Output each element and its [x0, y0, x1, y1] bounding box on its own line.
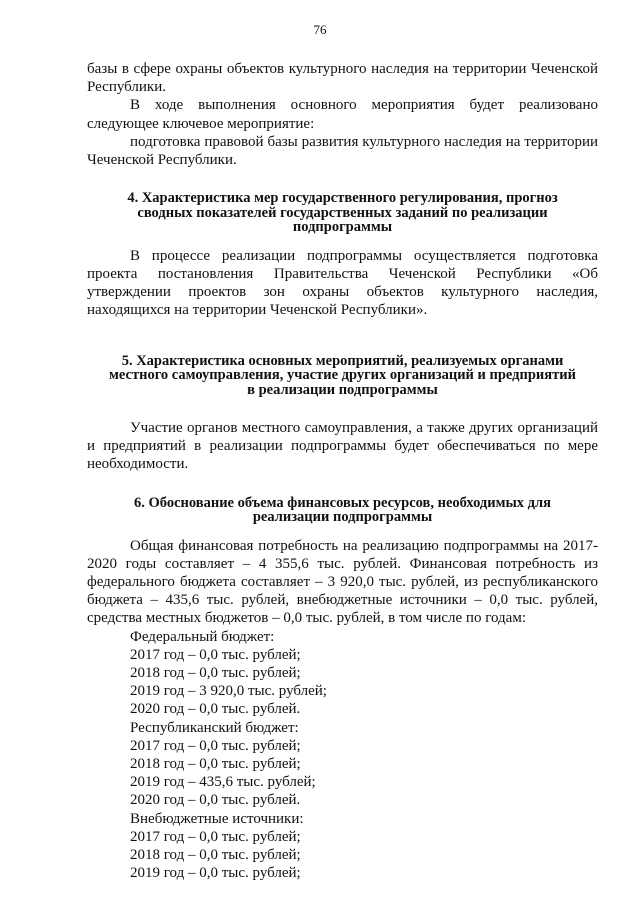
funding-line: 2018 год – 0,0 тыс. рублей;: [130, 756, 301, 773]
funding-line: Республиканский бюджет:: [130, 719, 299, 736]
funding-line: 2018 год – 0,0 тыс. рублей;: [130, 665, 301, 682]
intro-paragraph-1: базы в сфере охраны объектов культурного наследия на территории Чеченской Республики.: [87, 61, 598, 96]
intro-paragraph-3: подготовка правовой базы развития культурного наследия на территории Чеченской Республики.: [87, 133, 598, 169]
section-6-heading: [87, 496, 598, 525]
section-5-heading-line: 5. Характеристика основных мероприятий, реализуемых органами: [121, 352, 564, 369]
section-5-heading-line: местного самоуправления, участие других организаций и предприятий: [109, 367, 576, 384]
funding-line: 2019 год – 0,0 тыс. рублей;: [130, 865, 301, 882]
section-5-paragraph: Участие органов местного самоуправления, а также других организаций и предприятий в реализации подпрограммы будет обеспечиваться по мере необходимости.: [87, 420, 598, 473]
funding-line: 2019 год – 3 920,0 тыс. рублей;: [130, 683, 327, 700]
funding-line: 2018 год – 0,0 тыс. рублей;: [130, 847, 301, 864]
funding-line: Федеральный бюджет:: [130, 628, 275, 645]
section-4-heading: [87, 191, 598, 235]
section-6-heading-line: реализации подпрограммы: [252, 509, 433, 526]
funding-line: 2020 год – 0,0 тыс. рублей.: [130, 792, 301, 809]
funding-breakdown-list: [87, 628, 598, 883]
section-5-heading: [87, 354, 598, 398]
page-number: 76: [313, 22, 327, 37]
funding-line: 2017 год – 0,0 тыс. рублей;: [130, 646, 301, 663]
section-6-heading-line: 6. Обоснование объема финансовых ресурсов, необходимых для: [134, 494, 551, 511]
intro-paragraph-2: В ходе выполнения основного мероприятия будет реализовано следующее ключевое мероприятие:: [87, 97, 598, 132]
funding-line: 2020 год – 0,0 тыс. рублей.: [130, 701, 301, 718]
section-5-heading-line: в реализации подпрограммы: [247, 381, 438, 398]
funding-line: 2019 год – 435,6 тыс. рублей;: [130, 774, 316, 791]
funding-line: Внебюджетные источники:: [130, 810, 304, 827]
section-4-heading-line: подпрограммы: [292, 219, 393, 236]
document-body: [87, 60, 598, 883]
funding-line: 2017 год – 0,0 тыс. рублей;: [130, 737, 301, 754]
section-4-heading-line: сводных показателей государственных заданий по реализации: [137, 204, 548, 221]
section-4-heading-line: 4. Характеристика мер государственного регулирования, прогноз: [127, 190, 558, 207]
funding-line: 2017 год – 0,0 тыс. рублей;: [130, 828, 301, 845]
section-4-paragraph: В процессе реализации подпрограммы осуществляется подготовка проекта постановления Правительства Чеченской Республики «Об утверждении проектов зон охраны объектов культурного наследия, находящихся на территории Чеченской Республики».: [87, 247, 598, 319]
section-6-paragraph: Общая финансовая потребность на реализацию подпрограммы на 2017-2020 годы составляет – 4 355,6 тыс. рублей. Финансовая потребность из федерального бюджета составляет – 3 920,0 тыс. рублей, из республиканского бюджета – 435,6 тыс. рублей, внебюджетные источники – 0,0 тыс. рублей, средства местных бюджетов – 0,0 тыс. рублей, в том числе по годам:: [87, 537, 598, 627]
